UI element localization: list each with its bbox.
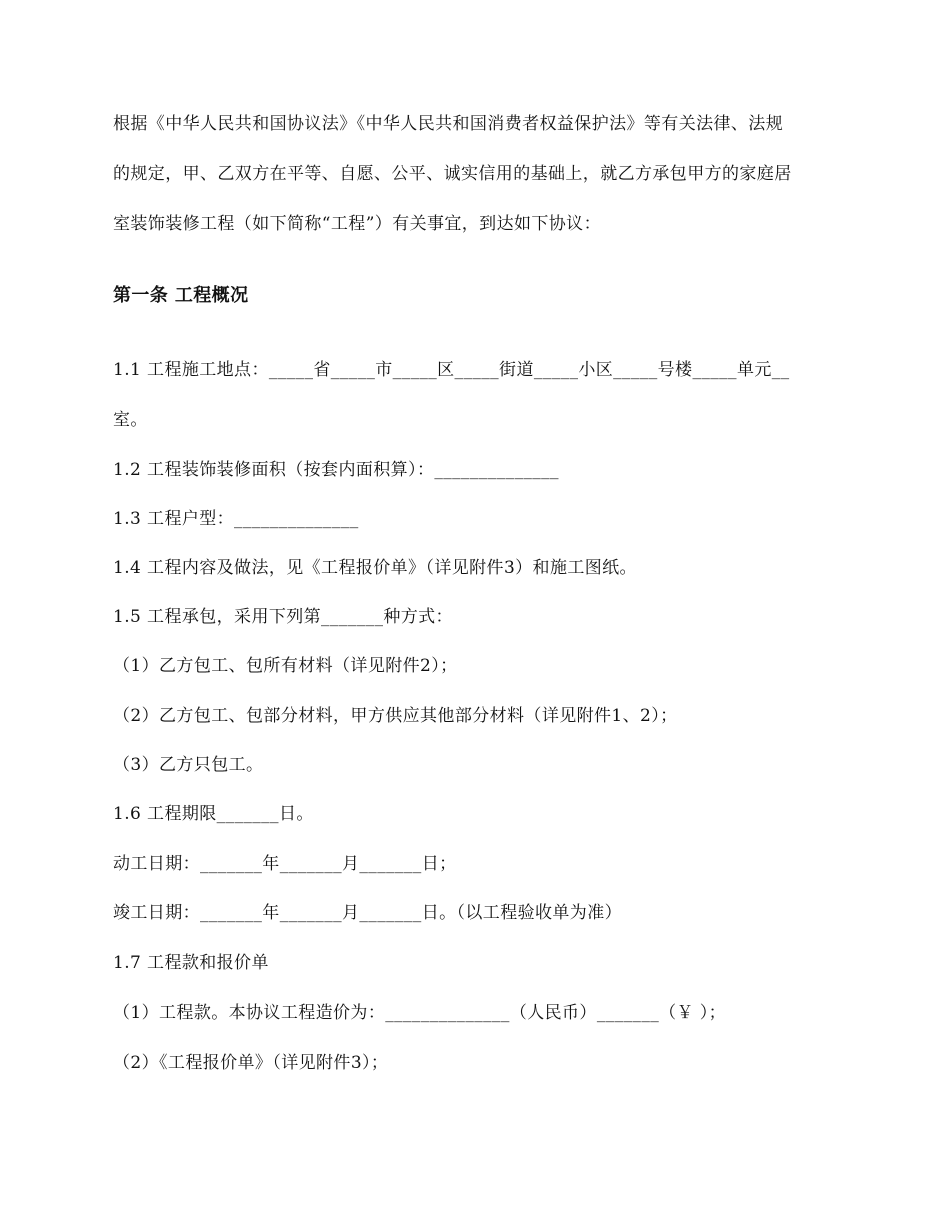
- method-option-3: （3）乙方只包工。: [113, 755, 264, 775]
- method-option-2: （2）乙方包工、包部分材料，甲方供应其他部分材料（详见附件1、2）；: [113, 706, 678, 726]
- intro-line-3: 室装饰装修工程（如下简称“工程”）有关事宜，到达如下协议：: [113, 214, 601, 234]
- item-1-5-contract-method: 1.5 工程承包，采用下列第_______种方式：: [113, 607, 453, 627]
- intro-line-2: 的规定，甲、乙双方在平等、自愿、公平、诚实信用的基础上，就乙方承包甲方的家庭居: [113, 164, 792, 184]
- item-1-1-address: 1.1 工程施工地点：_____省_____市_____区_____街道_____小区_____号楼_____单元__: [113, 360, 790, 380]
- item-1-1-address-cont: 室。: [113, 410, 148, 430]
- payment-item-2: （2）《工程报价单》（详见附件3）；: [113, 1053, 389, 1073]
- method-option-1: （1）乙方包工、包所有材料（详见附件2）；: [113, 656, 458, 676]
- start-date-line: 动工日期：_______年_______月_______日；: [113, 854, 457, 874]
- item-1-2-area: 1.2 工程装饰装修面积（按套内面积算）：______________: [113, 460, 559, 480]
- item-1-6-duration: 1.6 工程期限_______日。: [113, 804, 314, 824]
- section-heading: 第一条 工程概况: [113, 285, 249, 306]
- completion-date-line: 竣工日期：_______年_______月_______日。（以工程验收单为准）: [113, 903, 622, 923]
- payment-item-1: （1）工程款。本协议工程造价为：______________（人民币）_______（￥ ）；: [113, 1003, 727, 1023]
- item-1-4-content: 1.4 工程内容及做法，见《工程报价单》（详见附件3）和施工图纸。: [113, 558, 637, 578]
- intro-line-1: 根据《中华人民共和国协议法》《中华人民共和国消费者权益保护法》等有关法律、法规: [113, 114, 784, 134]
- item-1-7-payment: 1.7 工程款和报价单: [113, 953, 269, 973]
- item-1-3-layout: 1.3 工程户型：______________: [113, 509, 359, 529]
